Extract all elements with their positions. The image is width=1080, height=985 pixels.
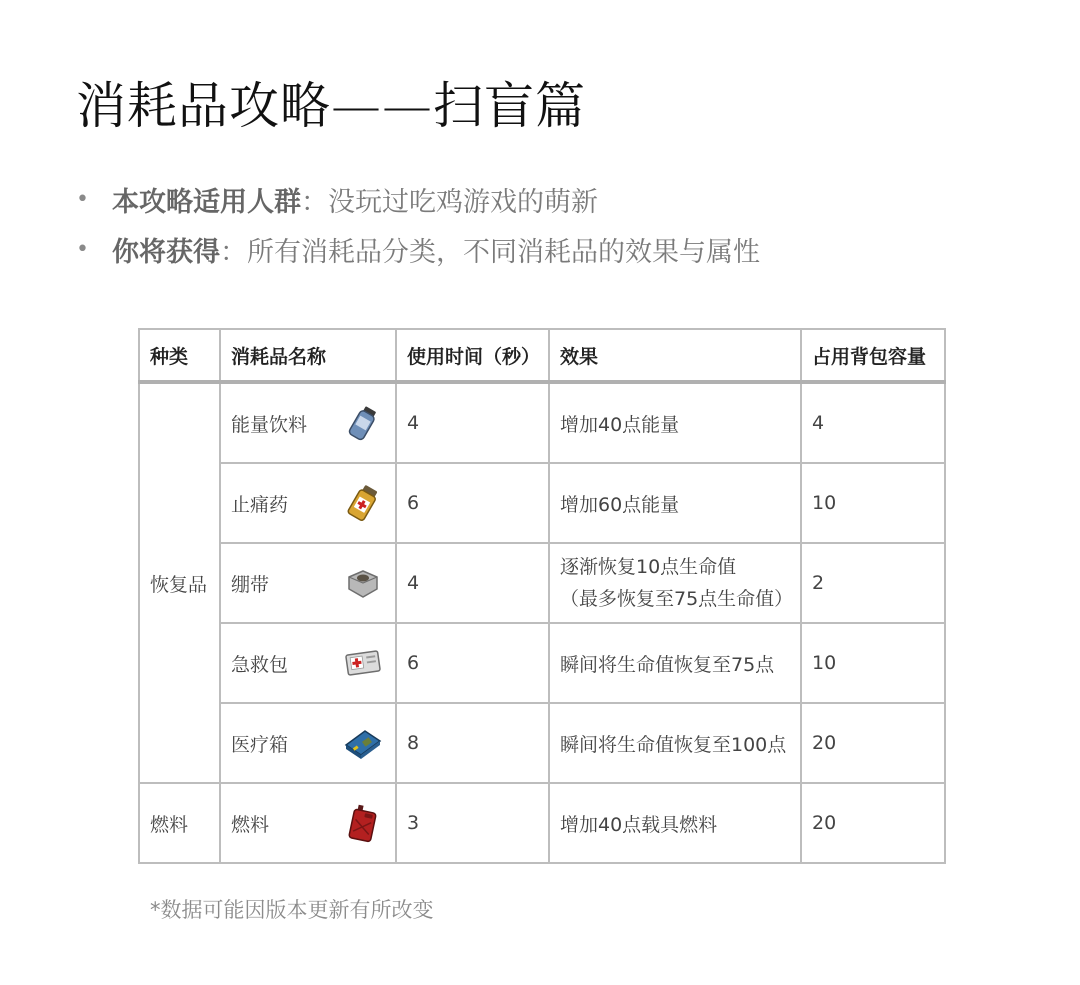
item-name: 能量饮料 <box>231 413 308 436</box>
effect-cell: 增加60点能量 <box>549 463 801 543</box>
page-title: 消耗品攻略——扫盲篇 <box>76 77 586 135</box>
effect-cell: 瞬间将生命值恢复至100点 <box>549 703 801 783</box>
item-name-cell <box>220 382 396 463</box>
consumables-table <box>138 328 946 864</box>
capacity-cell: 20 <box>801 783 945 863</box>
item-name: 急救包 <box>231 653 289 676</box>
use-time-cell: 3 <box>396 783 549 863</box>
header-effect: 效果 <box>549 329 801 382</box>
item-name-cell <box>220 703 396 783</box>
table-row <box>139 543 945 623</box>
capacity-cell: 10 <box>801 463 945 543</box>
effect-line: （最多恢复至75点生命值） <box>560 588 794 610</box>
table-header-row <box>139 329 945 382</box>
bandage-icon <box>343 563 383 603</box>
bullet-separator: ： <box>220 236 247 268</box>
table-row <box>139 382 945 463</box>
table-row <box>139 783 945 863</box>
item-name-cell <box>220 463 396 543</box>
effect-line: 逐渐恢复10点生命值 <box>560 556 737 578</box>
header-use-time: 使用时间（秒） <box>396 329 549 382</box>
use-time-cell: 6 <box>396 623 549 703</box>
table-row <box>139 703 945 783</box>
use-time-cell: 4 <box>396 382 549 463</box>
effect-cell: 瞬间将生命值恢复至75点 <box>549 623 801 703</box>
effect-cell: 增加40点能量 <box>549 382 801 463</box>
item-name-cell <box>220 543 396 623</box>
category-cell: 燃料 <box>139 783 220 863</box>
item-name: 燃料 <box>231 813 270 836</box>
bullet-label: 你将获得 <box>112 236 220 268</box>
item-name-cell <box>220 623 396 703</box>
capacity-cell: 10 <box>801 623 945 703</box>
capacity-cell: 2 <box>801 543 945 623</box>
fuel-can-icon <box>343 803 383 843</box>
effect-cell: 增加40点载具燃料 <box>549 783 801 863</box>
item-name: 绷带 <box>231 573 270 596</box>
table-row <box>139 623 945 703</box>
bullet-target-audience <box>76 174 1036 224</box>
bullet-what-you-get <box>76 224 1036 274</box>
header-capacity: 占用背包容量 <box>801 329 945 382</box>
use-time-cell: 8 <box>396 703 549 783</box>
bullet-list <box>76 174 1036 274</box>
painkiller-icon <box>343 483 383 523</box>
item-name: 医疗箱 <box>231 733 289 756</box>
category-cell: 恢复品 <box>139 382 220 783</box>
energy-drink-icon <box>343 403 383 443</box>
capacity-cell: 20 <box>801 703 945 783</box>
bullet-text: 没玩过吃鸡游戏的萌新 <box>328 186 598 218</box>
bullet-dot-icon: • <box>76 186 89 212</box>
bullet-text: 所有消耗品分类，不同消耗品的效果与属性 <box>247 236 760 268</box>
header-item-name: 消耗品名称 <box>220 329 396 382</box>
bullet-label: 本攻略适用人群 <box>112 186 301 218</box>
item-name-cell <box>220 783 396 863</box>
use-time-cell: 4 <box>396 543 549 623</box>
item-name: 止痛药 <box>231 493 289 516</box>
data-disclaimer-note: *数据可能因版本更新有所改变 <box>150 898 434 922</box>
effect-cell <box>549 543 801 623</box>
bullet-separator: ： <box>301 186 328 218</box>
med-kit-icon <box>343 723 383 763</box>
bullet-dot-icon: • <box>76 236 89 262</box>
table-row <box>139 463 945 543</box>
first-aid-kit-icon <box>343 643 383 683</box>
use-time-cell: 6 <box>396 463 549 543</box>
header-category: 种类 <box>139 329 220 382</box>
capacity-cell: 4 <box>801 382 945 463</box>
